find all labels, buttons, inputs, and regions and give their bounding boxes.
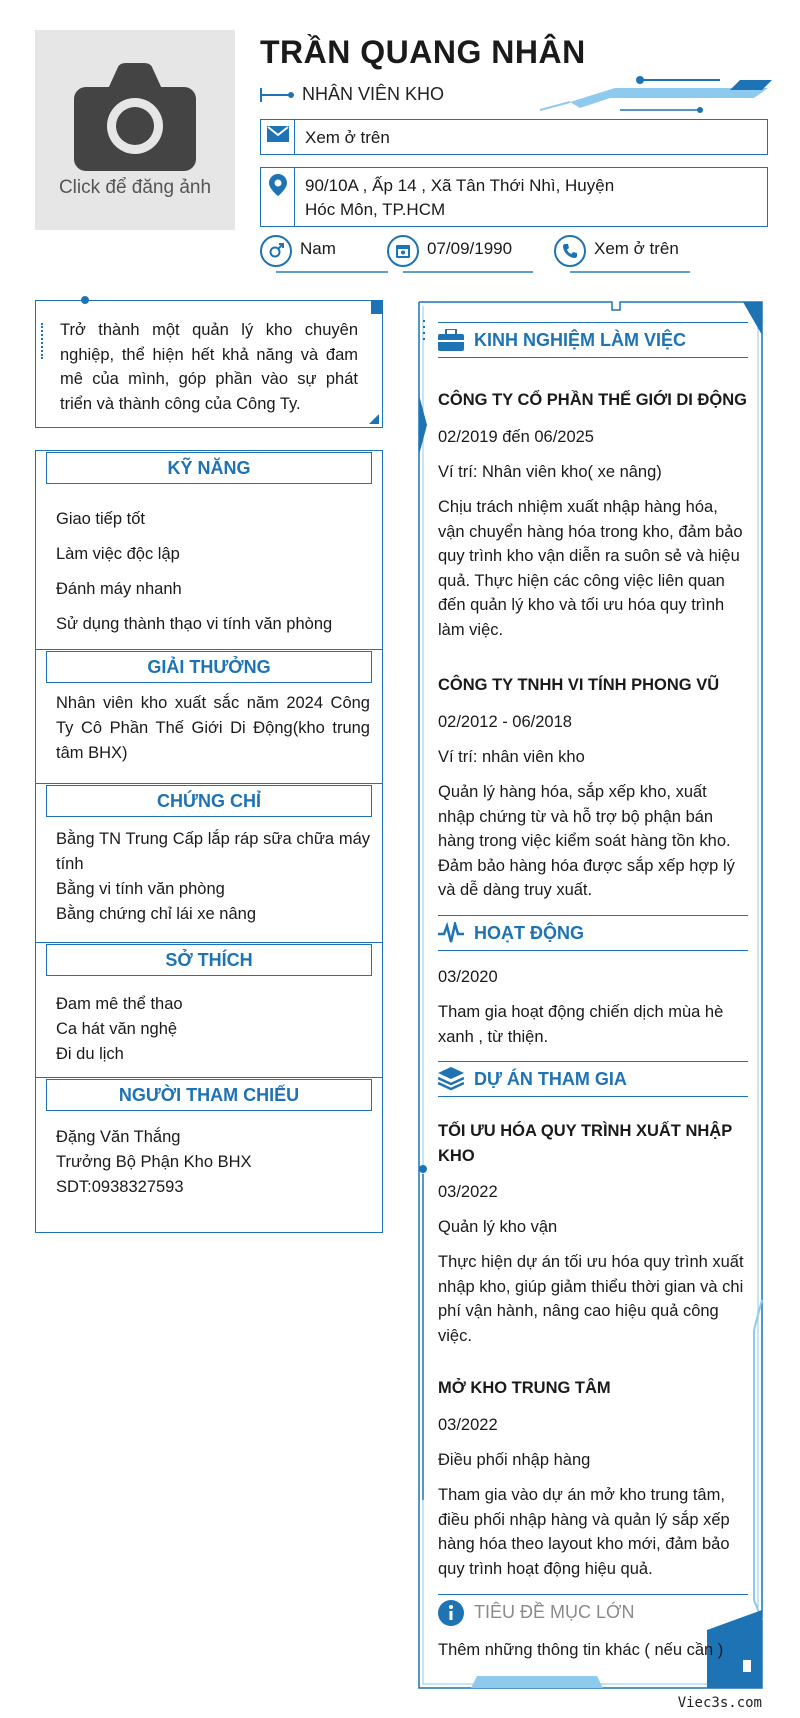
experience-heading [438, 322, 748, 358]
decor-dots [41, 323, 43, 359]
address-line-2: Hóc Môn, TP.HCM [305, 200, 446, 219]
briefcase-icon [438, 329, 464, 351]
job-position: Ví trí: nhân viên kho [438, 748, 585, 766]
awards-section [35, 649, 383, 784]
career-objective [35, 300, 383, 428]
extra-heading[interactable] [438, 1594, 748, 1630]
job-period: 02/2019 đến 06/2025 [438, 428, 594, 446]
skill-item: Sử dụng thành thạo vi tính văn phòng [56, 615, 333, 633]
projects-heading [438, 1061, 748, 1097]
job-position: Ví trí: Nhân viên kho( xe nâng) [438, 463, 662, 481]
envelope-icon [267, 126, 289, 142]
phone-info[interactable] [554, 235, 679, 267]
certificates-section [35, 783, 383, 943]
extra-title: TIÊU ĐỀ MỤC LỚN [474, 1602, 635, 1622]
extra-text[interactable]: Thêm những thông tin khác ( nếu cần ) [438, 1641, 724, 1659]
skill-item: Làm việc độc lập [56, 545, 180, 563]
camera-icon [74, 61, 196, 171]
hobby-item: Ca hát văn nghệ [56, 1020, 178, 1038]
avatar-upload[interactable] [35, 30, 235, 230]
candidate-name: TRẦN QUANG NHÂN [260, 34, 586, 70]
project-role: Điều phối nhập hàng [438, 1451, 591, 1469]
job-title-row [260, 84, 444, 105]
hobbies-heading: SỞ THÍCH [46, 944, 372, 976]
skill-item: Giao tiếp tốt [56, 510, 145, 528]
decor-dot [81, 296, 89, 304]
activity-description: Tham gia hoạt động chiến dịch mùa hè xanh , từ thiện. [438, 1003, 724, 1046]
birthday-value: 07/09/1990 [427, 239, 513, 258]
email-icon-wrap [261, 120, 295, 154]
references-section [35, 1077, 383, 1233]
project-description: Thực hiện dự án tối ưu hóa quy trình xuất nhập kho, giúp giảm thiểu thời gian và chi phí vận hành, nâng cao hiệu quả công việc. [438, 1253, 744, 1345]
reference-item: Đặng Văn Thắng [56, 1128, 181, 1146]
project-name: MỞ KHO TRUNG TÂM [438, 1379, 611, 1397]
decor-triangle [369, 414, 379, 424]
certificate-item: Bằng vi tính văn phòng [56, 880, 225, 898]
birthday-info[interactable] [387, 235, 512, 267]
calendar-icon [387, 235, 419, 267]
activities-title: HOẠT ĐỘNG [474, 922, 584, 943]
skills-section [35, 450, 383, 650]
birthday-underline [403, 271, 533, 273]
info-icon [438, 1600, 464, 1626]
skill-item: Đánh máy nhanh [56, 580, 182, 598]
reference-item: SDT:0938327593 [56, 1178, 184, 1196]
certificate-item: Bằng chứng chỉ lái xe nâng [56, 905, 257, 923]
references-heading: NGƯỜI THAM CHIẾU [46, 1079, 372, 1111]
hobby-item: Đam mê thể thao [56, 995, 183, 1013]
phone-underline [570, 271, 690, 273]
hobby-item: Đi du lịch [56, 1045, 124, 1063]
objective-text: Trở thành một quản lý kho chuyên nghiệp, thể hiện hết khả năng và đam mê của mình, góp phần vào sự phát triển và thành công của Công Ty. [60, 321, 358, 413]
address-icon-wrap [261, 168, 295, 226]
address-field[interactable] [260, 167, 768, 227]
project-role: Quản lý kho vận [438, 1218, 558, 1236]
layers-icon [438, 1067, 464, 1091]
job-title: NHÂN VIÊN KHO [302, 84, 445, 104]
reference-item: Trưởng Bộ Phận Kho BHX [56, 1153, 252, 1171]
job-description: Chịu trách nhiệm xuất nhập hàng hóa, vận chuyển hàng hóa trong kho, đảm bảo quy trình kho vận diễn ra suôn sẻ và hiệu quả. Thực hiện các công việc liên quan đến quản lý kho và tối ưu hóa quy trình làm việc. [438, 498, 743, 639]
pulse-icon [438, 922, 464, 944]
experience-title: KINH NGHIỆM LÀM VIỆC [474, 329, 687, 350]
certificates-heading: CHỨNG CHỈ [46, 785, 372, 817]
site-credit: Viec3s.com [677, 1695, 762, 1711]
awards-heading: GIẢI THƯỞNG [46, 651, 372, 683]
project-date: 03/2022 [438, 1183, 498, 1201]
decor-line [260, 88, 294, 102]
circuit-decoration [540, 74, 772, 116]
skills-heading: KỸ NĂNG [46, 452, 372, 484]
gender-underline [276, 271, 388, 273]
hobbies-section [35, 942, 383, 1078]
gender-info[interactable] [260, 235, 336, 267]
award-text: Nhân viên kho xuất sắc năm 2024 Công Ty Cô Phần Thế Giới Di Động(kho trung tâm BHX) [56, 694, 370, 762]
project-name: TỐI ƯU HÓA QUY TRÌNH XUẤT NHẬP KHO [438, 1122, 732, 1165]
projects-title: DỰ ÁN THAM GIA [474, 1068, 627, 1089]
activities-heading [438, 915, 748, 951]
email-value: Xem ở trên [305, 128, 390, 147]
phone-value: Xem ở trên [594, 239, 679, 258]
gender-value: Nam [300, 239, 336, 258]
decor-corner [371, 300, 383, 314]
project-description: Tham gia vào dự án mở kho trung tâm, điều phối nhập hàng và quản lý sắp xếp hàng hóa theo layout kho mới, đảm bảo quy trình hoạt động hiệu quả. [438, 1486, 730, 1578]
job-description: Quản lý hàng hóa, sắp xếp kho, xuất nhập chứng từ và hỗ trợ bộ phận bán hàng trong việc kiểm soát hàng tồn kho. Đảm bảo hàng hóa được sắp xếp hợp lý và dễ dàng truy xuất. [438, 783, 735, 899]
job-company: CÔNG TY TNHH VI TÍNH PHONG VŨ [438, 676, 720, 694]
phone-icon [554, 235, 586, 267]
job-company: CÔNG TY CỔ PHẦN THẾ GIỚI DI ĐỘNG [438, 391, 747, 409]
certificate-item: Bằng TN Trung Cấp lắp ráp sữa chữa máy tính [56, 830, 370, 873]
location-pin-icon [269, 174, 287, 198]
gender-icon [260, 235, 292, 267]
project-date: 03/2022 [438, 1416, 498, 1434]
photo-upload-label: Click để đăng ảnh [58, 177, 212, 198]
job-period: 02/2012 - 06/2018 [438, 713, 572, 731]
activity-date: 03/2020 [438, 968, 498, 986]
address-line-1: 90/10A , Ấp 14 , Xã Tân Thới Nhì, Huyện [305, 176, 615, 195]
email-field[interactable] [260, 119, 768, 155]
